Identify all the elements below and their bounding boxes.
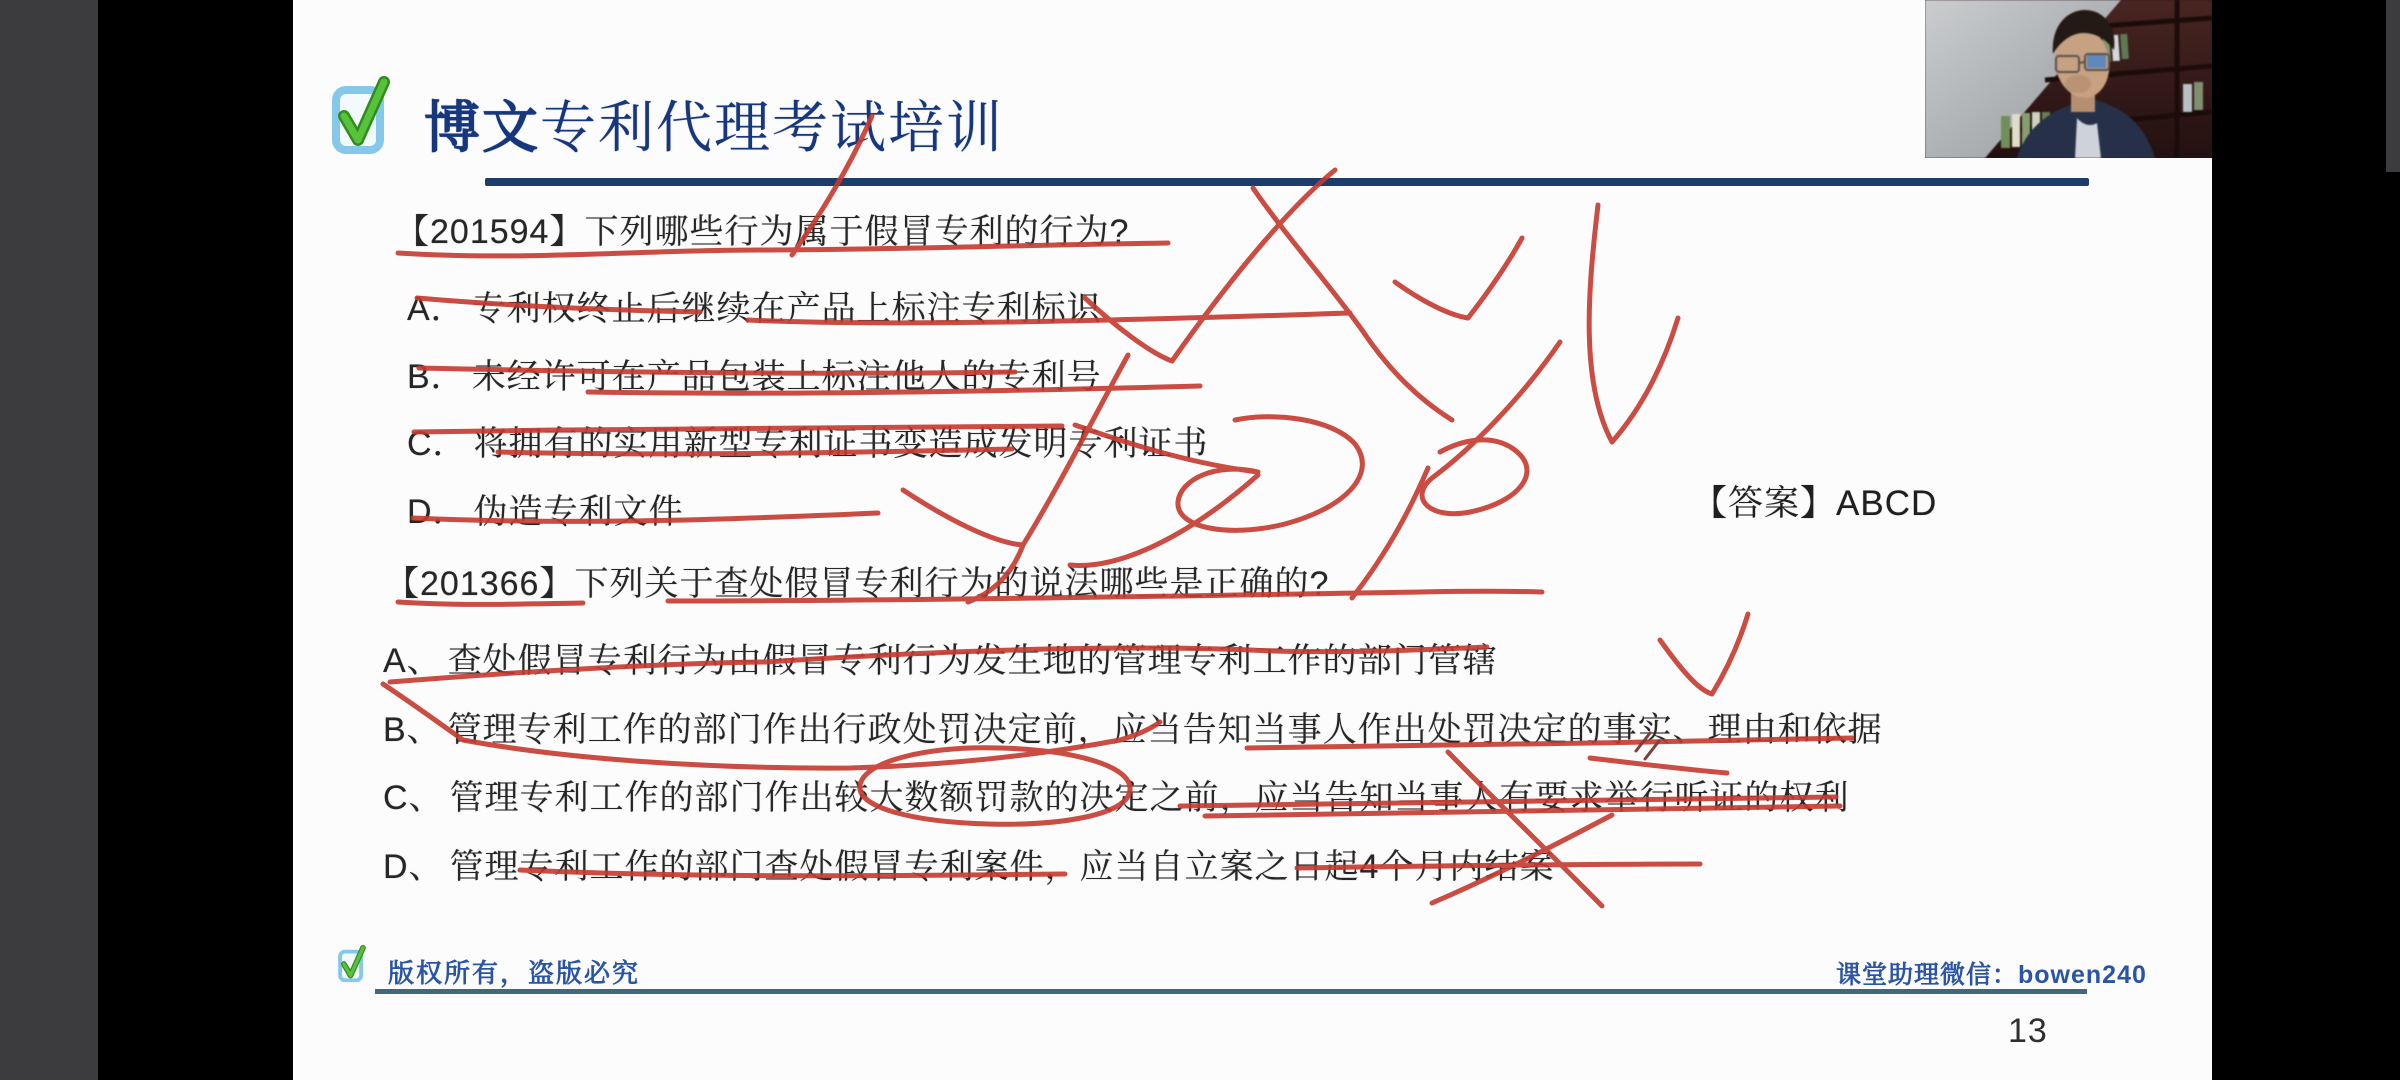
right-gray-edge-bar [2386, 0, 2400, 172]
checkbox-check-icon [334, 944, 370, 986]
brand-title [424, 84, 1004, 164]
footer-assistant-wechat: 课堂助理微信：bowen240 [1836, 961, 2147, 989]
question2-option-a: A、 查处假冒专利行为由假冒专利行为发生地的管理专利工作的部门管辖 [383, 642, 1498, 680]
question1-answer [1692, 476, 1937, 526]
brand-name-bold: 博文 [424, 96, 540, 159]
right-letterbox-bar [2212, 0, 2400, 1080]
answer-value: ABCD [1836, 484, 1938, 523]
webcam-video [1925, 0, 2212, 158]
question2-option-b: B、 管理专利工作的部门作出行政处罚决定前，应当告知当事人作出处罚决定的事实、理由和依据 [383, 711, 1883, 749]
question1-option-d: D． 伪造专利文件 [407, 493, 684, 531]
footer-copyright: 版权所有，盗版必究 [388, 958, 641, 988]
question1-option-b: B． 未经许可在产品包装上标注他人的专利号 [407, 358, 1102, 396]
left-gray-edge-bar [0, 0, 98, 1080]
question1-stem: 【201594】下列哪些行为属于假冒专利的行为? [395, 213, 1130, 251]
question1-option-c: C． 将拥有的实用新型专利证书变造成发明专利证书 [407, 425, 1209, 463]
left-letterbox-bar [98, 0, 293, 1080]
footer-rule [375, 989, 2087, 994]
question2-stem: 【201366】下列关于查处假冒专利行为的说法哪些是正确的? [385, 565, 1330, 603]
presenter-scene [1925, 0, 2212, 158]
brand-name-rest: 专利代理考试培训 [540, 96, 1004, 159]
checkbox-check-icon [330, 74, 392, 162]
answer-label: 【答案】 [1692, 484, 1837, 523]
page-number: 13 [2008, 1012, 2048, 1050]
header-rule [485, 178, 2089, 186]
question2-option-d: D、 管理专利工作的部门查处假冒专利案件，应当自立案之日起4个月内结案 [383, 848, 1555, 886]
question2-id: 【201366】 [385, 565, 575, 603]
question1-id: 【201594】 [395, 213, 585, 251]
question1-option-a: A． 专利权终止后继续在产品上标注专利标识 [407, 290, 1102, 328]
question2-option-c: C、 管理专利工作的部门作出较大数额罚款的决定之前，应当告知当事人有要求举行听证的权利 [383, 779, 1850, 817]
